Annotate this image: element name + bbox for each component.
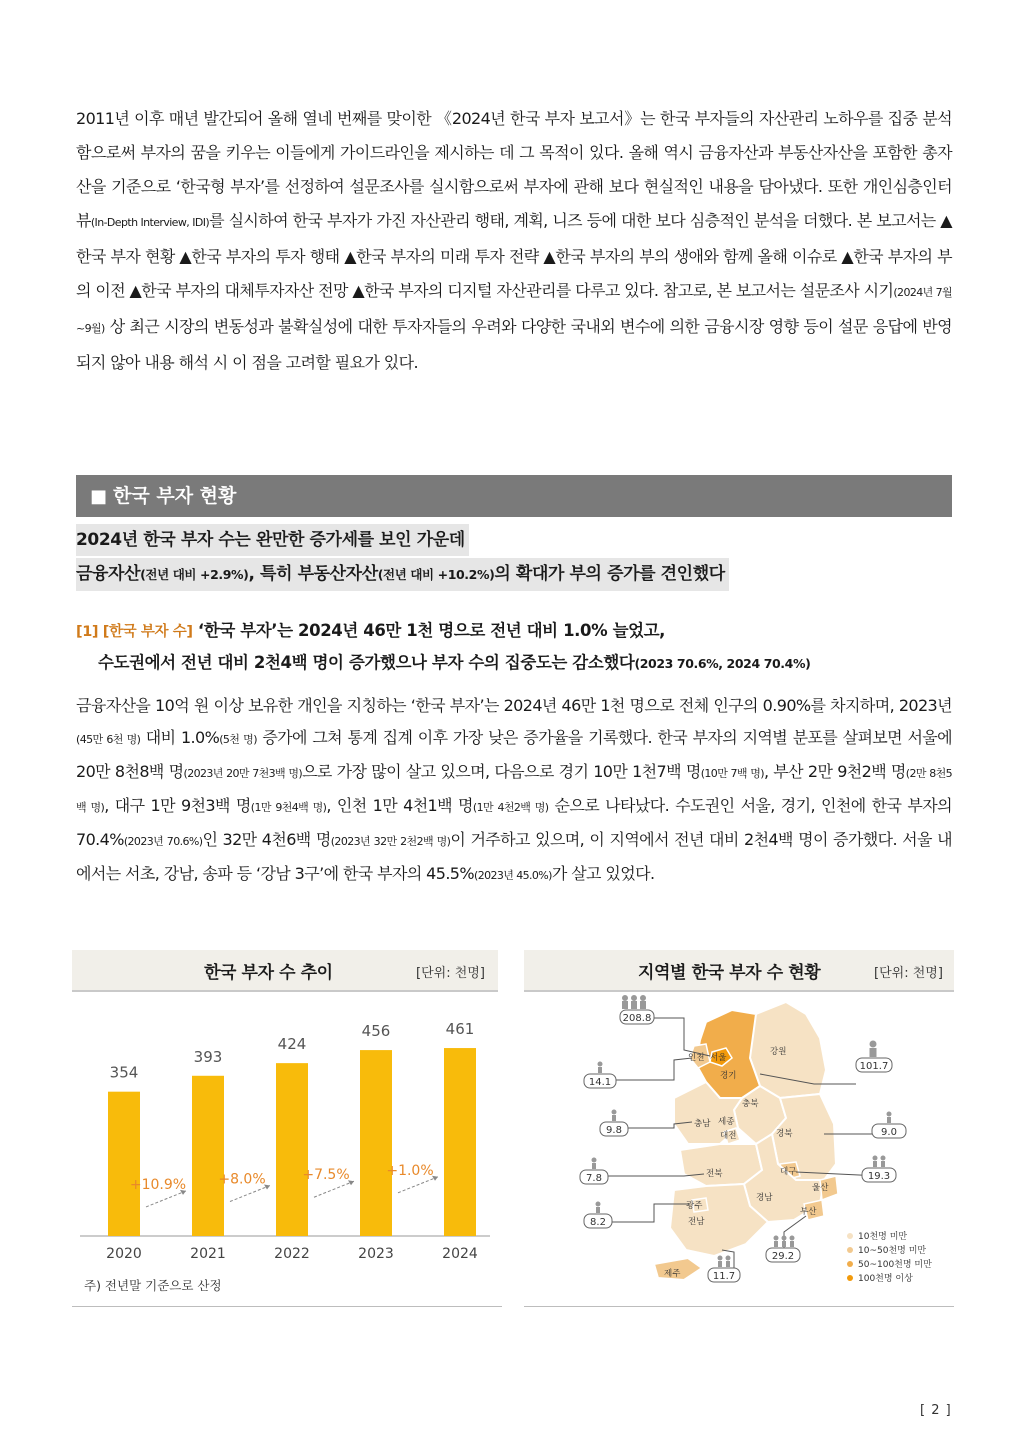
body-text: 이 거주하고 있으며, 이 지역에서 전년 대비 2천4백 명이 증가했다. 서울 내에서는 서초, 강남, 송파 등 ‘강남 3구’에 한국 부자의 45.5%	[76, 830, 952, 883]
map-title: 지역별 한국 부자 수 현황	[638, 963, 821, 983]
map-unit: [단위: 천명]	[874, 966, 943, 981]
chart-panel-header	[72, 950, 498, 992]
person-icon	[790, 1236, 795, 1248]
person-icon	[873, 1156, 878, 1168]
body-text: , 인천 1만 4천1백 명	[326, 796, 473, 815]
body-note: (1만 4천2백 명)	[472, 801, 549, 814]
body-text: 인 32만 4천6백 명	[202, 830, 331, 849]
value-jeju: 11.7	[712, 1271, 736, 1282]
subheadline-text: ‘한국 부자’는 2024년 46만 1천 명으로 전년 대비 1.0% 늘었고,	[192, 621, 666, 640]
headline-part: 의 확대가 부의 증가를 견인했다	[494, 564, 725, 584]
intro-text-2-note: (2024년 7월~9월)	[76, 286, 952, 335]
person-icon	[726, 1256, 731, 1268]
subheadline-note: (2023 70.6%, 2024 70.4%)	[634, 656, 811, 671]
intro-text-3: 상 최근 시장의 변동성과 불확실성에 대한 투자자들의 우려와 다양한 국내외 변수에 의한 금융시장 영향 등이 설문 응답에 반영되지 않아 내용 해석 시 이 점을 고려할 필요가 있다.	[76, 317, 952, 372]
legend-label: 10천명 미만	[858, 1232, 908, 1242]
chart-note: 주) 전년말 기준으로 산정	[84, 1278, 222, 1293]
category-label: 2022	[274, 1246, 310, 1262]
legend-dot	[847, 1247, 853, 1253]
value-gyeongbuk: 9.0	[881, 1127, 897, 1138]
body-text: , 부산 2만 9천2백 명	[763, 762, 906, 781]
growth-arrow	[146, 1191, 186, 1207]
region-label: 대구	[780, 1167, 797, 1177]
section-header	[76, 475, 952, 517]
category-label: 2024	[442, 1246, 478, 1262]
person-icon	[870, 1041, 877, 1058]
headline-line-1: 2024년 한국 부자 수는 완만한 증가세를 보인 가운데	[76, 524, 469, 556]
headline-part: , 특히 부동산자산	[248, 564, 378, 584]
value-chungnam: 9.8	[606, 1125, 622, 1136]
subheadline-line-2	[98, 650, 810, 677]
person-icon	[640, 995, 646, 1009]
growth-label: +1.0%	[386, 1162, 434, 1179]
body-note: (2023년 70.6%)	[123, 835, 203, 848]
intro-text-1-note: (In-Depth Interview, IDI)	[90, 216, 210, 229]
body-text: , 대구 1만 9천3백 명	[104, 796, 251, 815]
person-icon	[622, 995, 628, 1009]
section-title: 한국 부자 현황	[113, 485, 237, 507]
bar-value-label: 424	[277, 1035, 307, 1054]
category-label: 2023	[358, 1246, 394, 1262]
person-icon	[631, 995, 637, 1009]
bar	[276, 1063, 308, 1236]
value-daegu: 19.3	[867, 1171, 891, 1182]
body-text: 가 살고 있었다.	[551, 864, 655, 883]
intro-paragraph	[76, 102, 952, 380]
growth-label: +8.0%	[218, 1171, 266, 1188]
body-text: 대비 1.0%	[140, 728, 220, 747]
person-icon	[881, 1156, 886, 1168]
region-label: 서울	[710, 1053, 727, 1063]
value-busan: 29.2	[771, 1251, 795, 1262]
region-label: 경기	[720, 1071, 737, 1081]
region-label: 부산	[800, 1207, 817, 1217]
person-icon	[596, 1202, 601, 1214]
bar-chart	[72, 994, 498, 1276]
body-note: (2023년 20만 7천3백 명)	[183, 767, 303, 780]
growth-label: +10.9%	[129, 1176, 187, 1193]
region-label: 경북	[776, 1129, 793, 1139]
value-gwangju: 8.2	[590, 1217, 606, 1228]
bar	[108, 1092, 140, 1236]
category-label: 2020	[106, 1246, 142, 1262]
bar	[444, 1048, 476, 1236]
person-icon	[592, 1158, 597, 1170]
legend-label: 100천명 이상	[858, 1274, 913, 1284]
body-note: (10만 7백 명)	[700, 767, 764, 780]
subheadline-text-2: 수도권에서 전년 대비 2천4백 명이 증가했으나 부자 수의 집중도는 감소했다	[98, 653, 635, 672]
legend-dot	[847, 1261, 853, 1267]
region-label: 전남	[688, 1217, 705, 1227]
bar-value-label: 393	[193, 1047, 223, 1066]
growth-label: +7.5%	[302, 1167, 350, 1184]
headline-part: 금융자산	[76, 564, 141, 584]
legend-dot	[847, 1275, 853, 1281]
bar-value-label: 456	[361, 1022, 391, 1041]
body-note: (5천 명)	[219, 733, 257, 746]
region-label: 대전	[720, 1131, 737, 1141]
body-note: (2023년 32만 2천2백 명)	[330, 835, 451, 848]
value-seoul: 208.8	[622, 1013, 652, 1024]
value-gyeonggi: 101.7	[859, 1061, 889, 1072]
region-label: 인천	[688, 1053, 705, 1063]
growth-arrow	[398, 1177, 438, 1193]
growth-arrow	[230, 1186, 270, 1202]
body-note: (2만 8천5백 명)	[76, 767, 953, 814]
page-number: [ 2 ]	[920, 1403, 952, 1418]
subheadline-line-1	[76, 618, 665, 645]
body-text: 으로 가장 많이 살고 있으며, 다음으로 경기 10만 1천7백 명	[302, 762, 701, 781]
region-label: 경남	[756, 1193, 773, 1203]
legend-label: 10~50천명 미만	[858, 1246, 927, 1256]
headline-note: (전년 대비 +2.9%)	[140, 567, 249, 582]
person-icon	[774, 1236, 779, 1248]
person-icon	[718, 1256, 723, 1268]
region-label: 충북	[742, 1099, 759, 1109]
subheadline-tag: [1] [한국 부자 수]	[76, 624, 193, 640]
region-label: 광주	[686, 1201, 703, 1211]
person-icon	[612, 1110, 617, 1122]
bar	[360, 1050, 392, 1236]
bar-value-label: 461	[445, 1020, 475, 1039]
body-text: 금융자산을 10억 원 이상 보유한 개인을 지칭하는 ‘한국 부자’는 2024년 46만 1천 명으로 전체 인구의 0.90%를 차지하며, 2023년	[76, 696, 952, 715]
chart-title: 한국 부자 수 추이	[204, 963, 333, 983]
value-jeonbuk: 7.8	[586, 1173, 602, 1184]
chart-unit: [단위: 천명]	[416, 966, 485, 981]
square-icon: ■	[90, 486, 108, 507]
value-incheon: 14.1	[588, 1077, 612, 1088]
bar-value-label: 354	[109, 1063, 139, 1082]
body-note: (2023년 45.0%)	[474, 869, 552, 882]
map-panel-bottom-rule	[524, 1306, 954, 1307]
intro-text-2: 를 실시하여 한국 부자가 가진 자산관리 행태, 계획, 니즈 등에 대한 보다 심층적인 분석을 더했다. 본 보고서는 ▲한국 부자 현황 ▲한국 부자의 투자 행태 ▲한국 부자의 미래 투자 전략 ▲한국 부자의 부의 생애와 함께 올해 이슈로 ▲한국 부자의 부의 이전 ▲한국 부자의 대체투자자산 전망 ▲한국 부자의 디지털 자산관리를 다루고 있다. 참고로, 본 보고서는 설문조사 시기	[76, 211, 953, 300]
body-text: 순으로 나타났다. 수도권인 서울, 경기, 인천에 한국 부자의 70.4%	[76, 796, 952, 849]
region-label: 충남	[694, 1119, 711, 1129]
region-label: 전북	[706, 1169, 723, 1179]
category-label: 2021	[190, 1246, 226, 1262]
person-icon	[782, 1236, 787, 1248]
intro-text-1: 2011년 이후 매년 발간되어 올해 열네 번째를 맞이한 《2024년 한국 부자 보고서》는 한국 부자들의 자산관리 노하우를 집중 분석함으로써 부자의 꿈을 키우는 이들에게 가이드라인을 제시하는 데 그 목적이 있다. 올해 역시 금융자산과 부동산자산을 포함한 총자산을 기준으로 ‘한국형 부자’를 선정하여 설문조사를 실시함으로써 부자에 관해 보다 현실적인 내용을 담아냈다. 또한 개인심층인터뷰	[76, 109, 952, 230]
region-label: 울산	[812, 1183, 829, 1193]
body-text: 증가에 그쳐 통계 집계 이후 가장 낮은 증가율을 기록했다. 한국 부자의 지역별 분포를 살펴보면 서울에 20만 8천8백 명	[76, 728, 953, 781]
legend-dot	[847, 1233, 853, 1239]
region-label: 강원	[770, 1047, 787, 1057]
headline-line-2	[76, 558, 729, 591]
map-panel-header	[524, 950, 954, 992]
legend-label: 50~100천명 미만	[858, 1260, 932, 1270]
body-paragraph	[76, 690, 952, 892]
region-label: 제주	[664, 1269, 681, 1279]
headline-note: (전년 대비 +10.2%)	[377, 567, 495, 582]
bar	[192, 1076, 224, 1236]
growth-arrow	[314, 1181, 354, 1197]
body-note: (45만 6천 명)	[76, 733, 141, 746]
body-note: (1만 9천4백 명)	[250, 801, 327, 814]
person-icon	[598, 1062, 603, 1074]
chart-panel-bottom-rule	[72, 1306, 502, 1307]
person-icon	[887, 1112, 892, 1124]
region-label: 세종	[718, 1117, 735, 1127]
korea-region-map	[524, 994, 954, 1304]
